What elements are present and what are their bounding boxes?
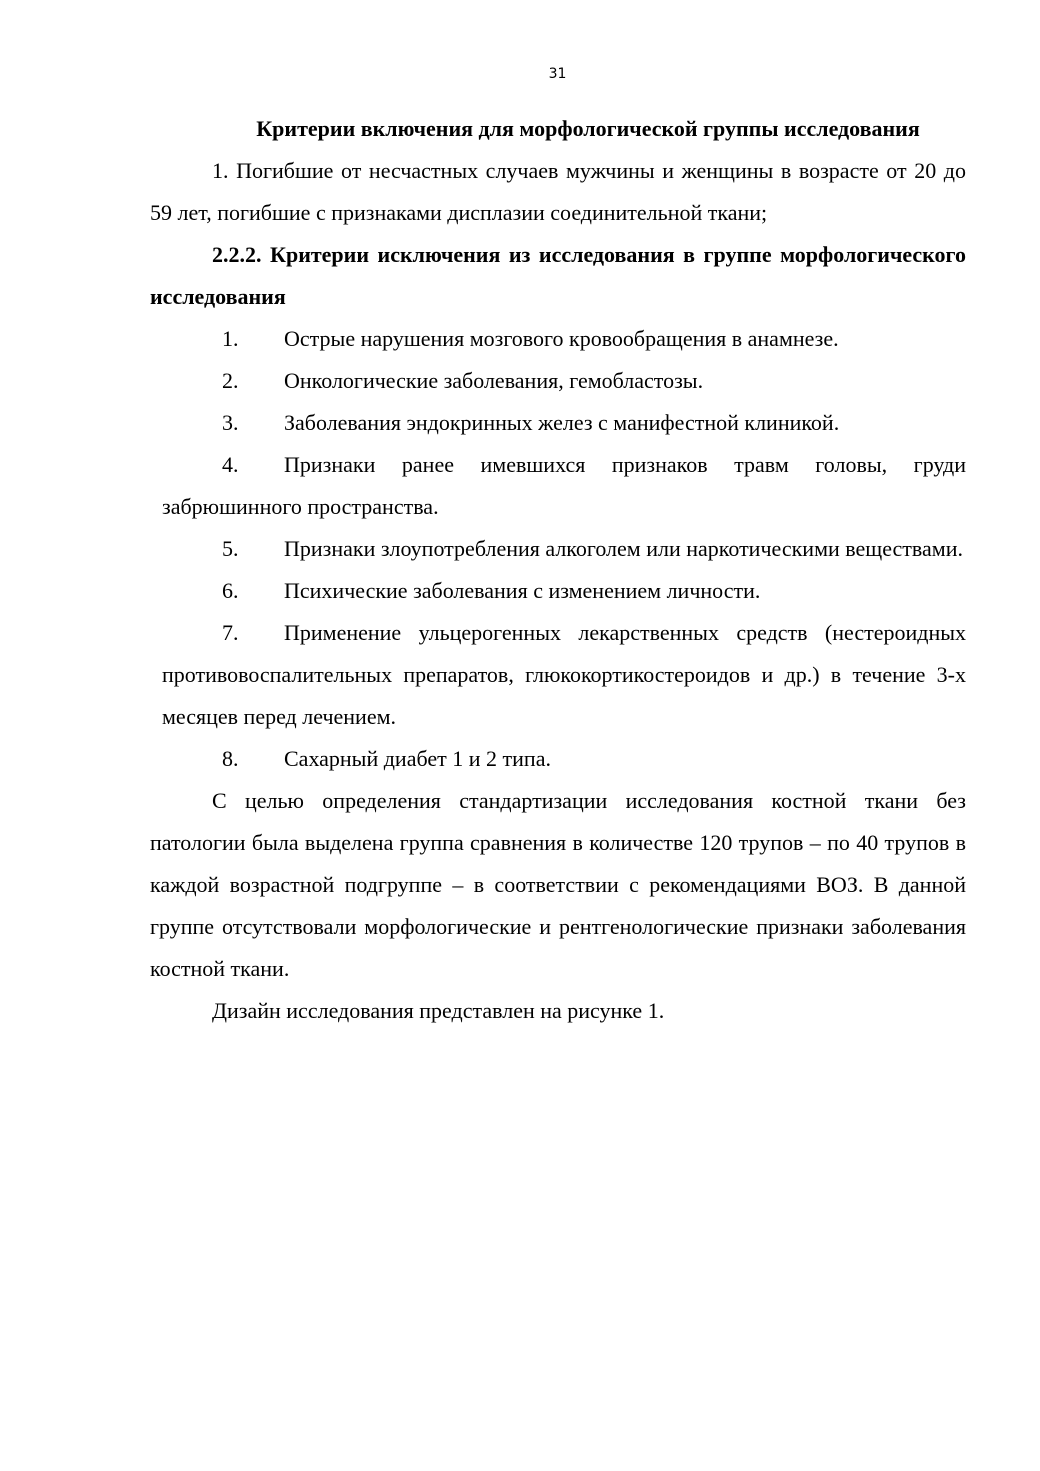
list-item-text: Острые нарушения мозгового кровообращения в анамнезе. (284, 326, 839, 351)
list-item (150, 738, 966, 780)
list-item-number: 8. (222, 746, 239, 771)
list-item-number: 2. (222, 368, 239, 393)
list-item-text: Признаки злоупотребления алкоголем или наркотическими веществами. (284, 536, 963, 561)
list-item-number: 1. (222, 326, 239, 351)
inclusion-criteria-item: 1. Погибшие от несчастных случаев мужчины и женщины в возрасте от 20 до 59 лет, погибшие с признаками дисплазии соединительной ткани; (150, 158, 966, 225)
comparison-group-paragraph: С целью определения стандартизации исследования костной ткани без патологии была выделена группа сравнения в количестве 120 трупов – по 40 трупов в каждой возрастной подгруппе – в соответствии с рекомендациями ВОЗ. В данной группе отсутствовали морфологические и рентгенологические признаки заболевания костной ткани. (150, 788, 966, 981)
list-item (150, 612, 966, 738)
list-item-text: Заболевания эндокринных желез с манифестной клиникой. (284, 410, 840, 435)
list-item-number: 3. (222, 410, 239, 435)
list-item-text: Сахарный диабет 1 и 2 типа. (284, 746, 551, 771)
inclusion-criteria-title: Критерии включения для морфологической группы исследования (256, 116, 920, 141)
exclusion-criteria-heading: 2.2.2. Критерии исключения из исследования в группе морфологического исследования (150, 242, 966, 309)
list-item-number: 5. (222, 536, 239, 561)
exclusion-criteria-list (150, 318, 966, 780)
list-item-text: Психические заболевания с изменением личности. (284, 578, 761, 603)
list-item (150, 402, 966, 444)
list-item-number: 4. (222, 452, 239, 477)
study-design-paragraph: Дизайн исследования представлен на рисунке 1. (212, 998, 665, 1023)
page-content (150, 108, 966, 1032)
list-item (150, 318, 966, 360)
list-item-number: 7. (222, 620, 239, 645)
list-item (150, 570, 966, 612)
page-number: 31 (548, 66, 567, 82)
list-item (150, 360, 966, 402)
list-item-text: Признаки ранее имевшихся признаков травм головы, груди забрюшинного пространства. (162, 452, 966, 519)
list-item (150, 444, 966, 528)
list-item-text: Применение ульцерогенных лекарственных средств (нестероидных противовоспалительных препаратов, глюкокортикостероидов и др.) в течение 3-х месяцев перед лечением. (162, 620, 966, 729)
list-item (150, 528, 966, 570)
list-item-text: Онкологические заболевания, гемобластозы. (284, 368, 704, 393)
list-item-number: 6. (222, 578, 239, 603)
